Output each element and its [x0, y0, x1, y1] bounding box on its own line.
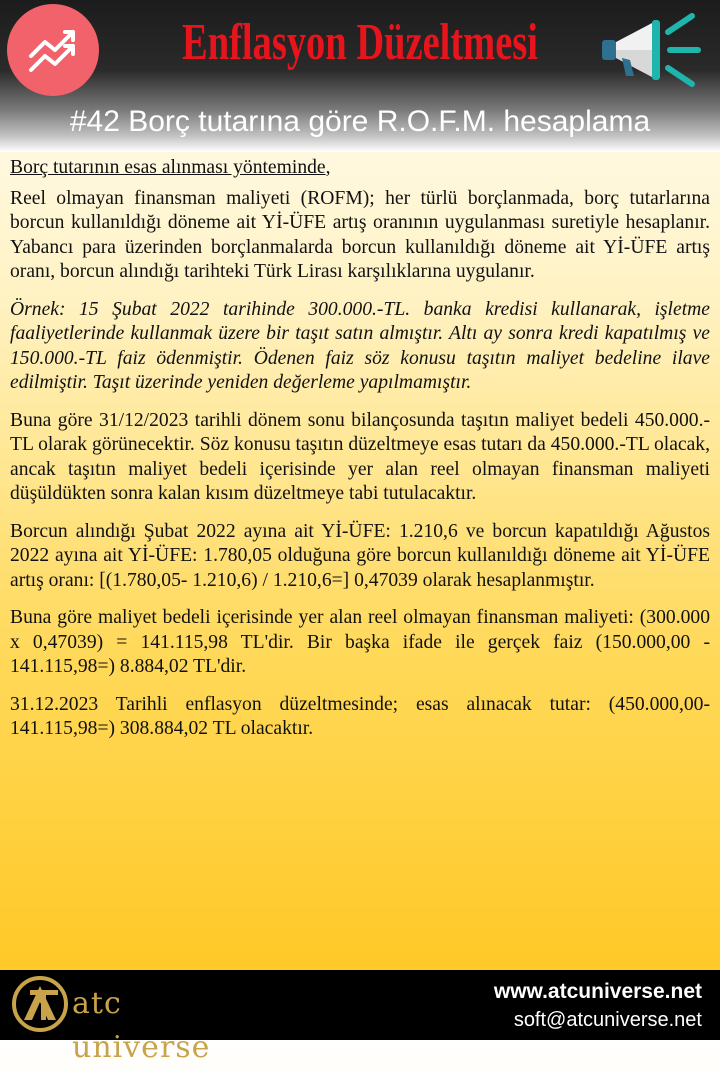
contact-info — [494, 978, 702, 1034]
article-body — [10, 156, 710, 755]
website-link[interactable]: www.atcuniverse.net — [493, 980, 702, 1003]
brand-logo — [10, 974, 270, 1065]
footer — [0, 970, 720, 1065]
paragraph-balance-sheet: Buna göre 31/12/2023 tarihli dönem sonu bilançosunda taşıtın maliyet bedeli 450.000.-TL olarak görünecektir. Söz konusu taşıtın düzeltmeye esas tutarı da 450.000.-TL olacak, ancak taşıtın maliyet bedeli içerisinde yer alan reel olmayan finansman maliyeti düşüldükten sonra kalan kısım düzeltmeye tabi tutulacaktır. — [10, 409, 710, 504]
email-link[interactable]: soft@atcuniverse.net — [513, 1009, 702, 1031]
paragraph-definition: Reel olmayan finansman maliyeti (ROFM); her türlü borçlanmada, borç tutarlarına borcun kullanıldığı döneme ait Yİ-ÜFE artış oranının uygulanması suretiyle hesaplanır. Yabancı para üzerinden borçlanmalarda borcun kullanıldığı döneme ait Yİ-ÜFE artış oranı, borcun alındığı tarihteki Türk Lirası karşılıklarına uygulanır. — [10, 187, 710, 282]
trending-up-icon — [7, 4, 99, 96]
page-subtitle: #42 Borç tutarına göre R.O.F.M. hesaplama — [69, 105, 651, 138]
megaphone-icon — [596, 10, 706, 90]
intro-suffix: , — [325, 157, 331, 178]
brand-name: atc universe — [72, 986, 211, 1065]
header — [0, 0, 720, 152]
intro-heading — [10, 156, 710, 181]
paragraph-rofm-calc: Buna göre maliyet bedeli içerisinde yer alan reel olmayan finansman maliyeti: (300.000 x 0,47039) = 141.115,98 TL'dir. Bir başka ifade ile gerçek faiz (150.000,00 - 141.115,98=) 8.884,02 TL'dir. — [10, 607, 710, 677]
paragraph-conclusion: 31.12.2023 Tarihli enflasyon düzeltmesinde; esas alınacak tutar: (450.000,00-141.115,98=) 308.884,02 TL olacaktır. — [10, 693, 710, 739]
atc-logo-icon — [10, 974, 70, 1034]
paragraph-example: Örnek: 15 Şubat 2022 tarihinde 300.000.-TL. banka kredisi kullanarak, işletme faaliyetlerinde kullanmak üzere bir taşıt satın almıştır. Altı ay sonra kredi kapatılmış ve 150.000.-TL faiz ödenmiştir. Ödenen faiz söz konusu taşıtın maliyet bedeline ilave edilmiştir. Taşıt üzerinde yeniden değerleme yapılmamıştır. — [10, 298, 710, 393]
intro-text: Borç tutarının esas alınması yönteminde — [10, 157, 326, 178]
page-title: Enflasyon Düzeltmesi — [182, 14, 538, 71]
paragraph-index-rate: Borcun alındığı Şubat 2022 ayına ait Yİ-ÜFE: 1.210,6 ve borcun kapatıldığı Ağustos 2022 ayına ait Yİ-ÜFE: 1.780,05 olduğuna göre borcun kullanıldığı döneme ait Yİ-ÜFE artış oranı: [(1.780,05- 1.210,6) / 1.210,6=] 0,47039 olarak hesaplanmıştır. — [10, 520, 710, 591]
